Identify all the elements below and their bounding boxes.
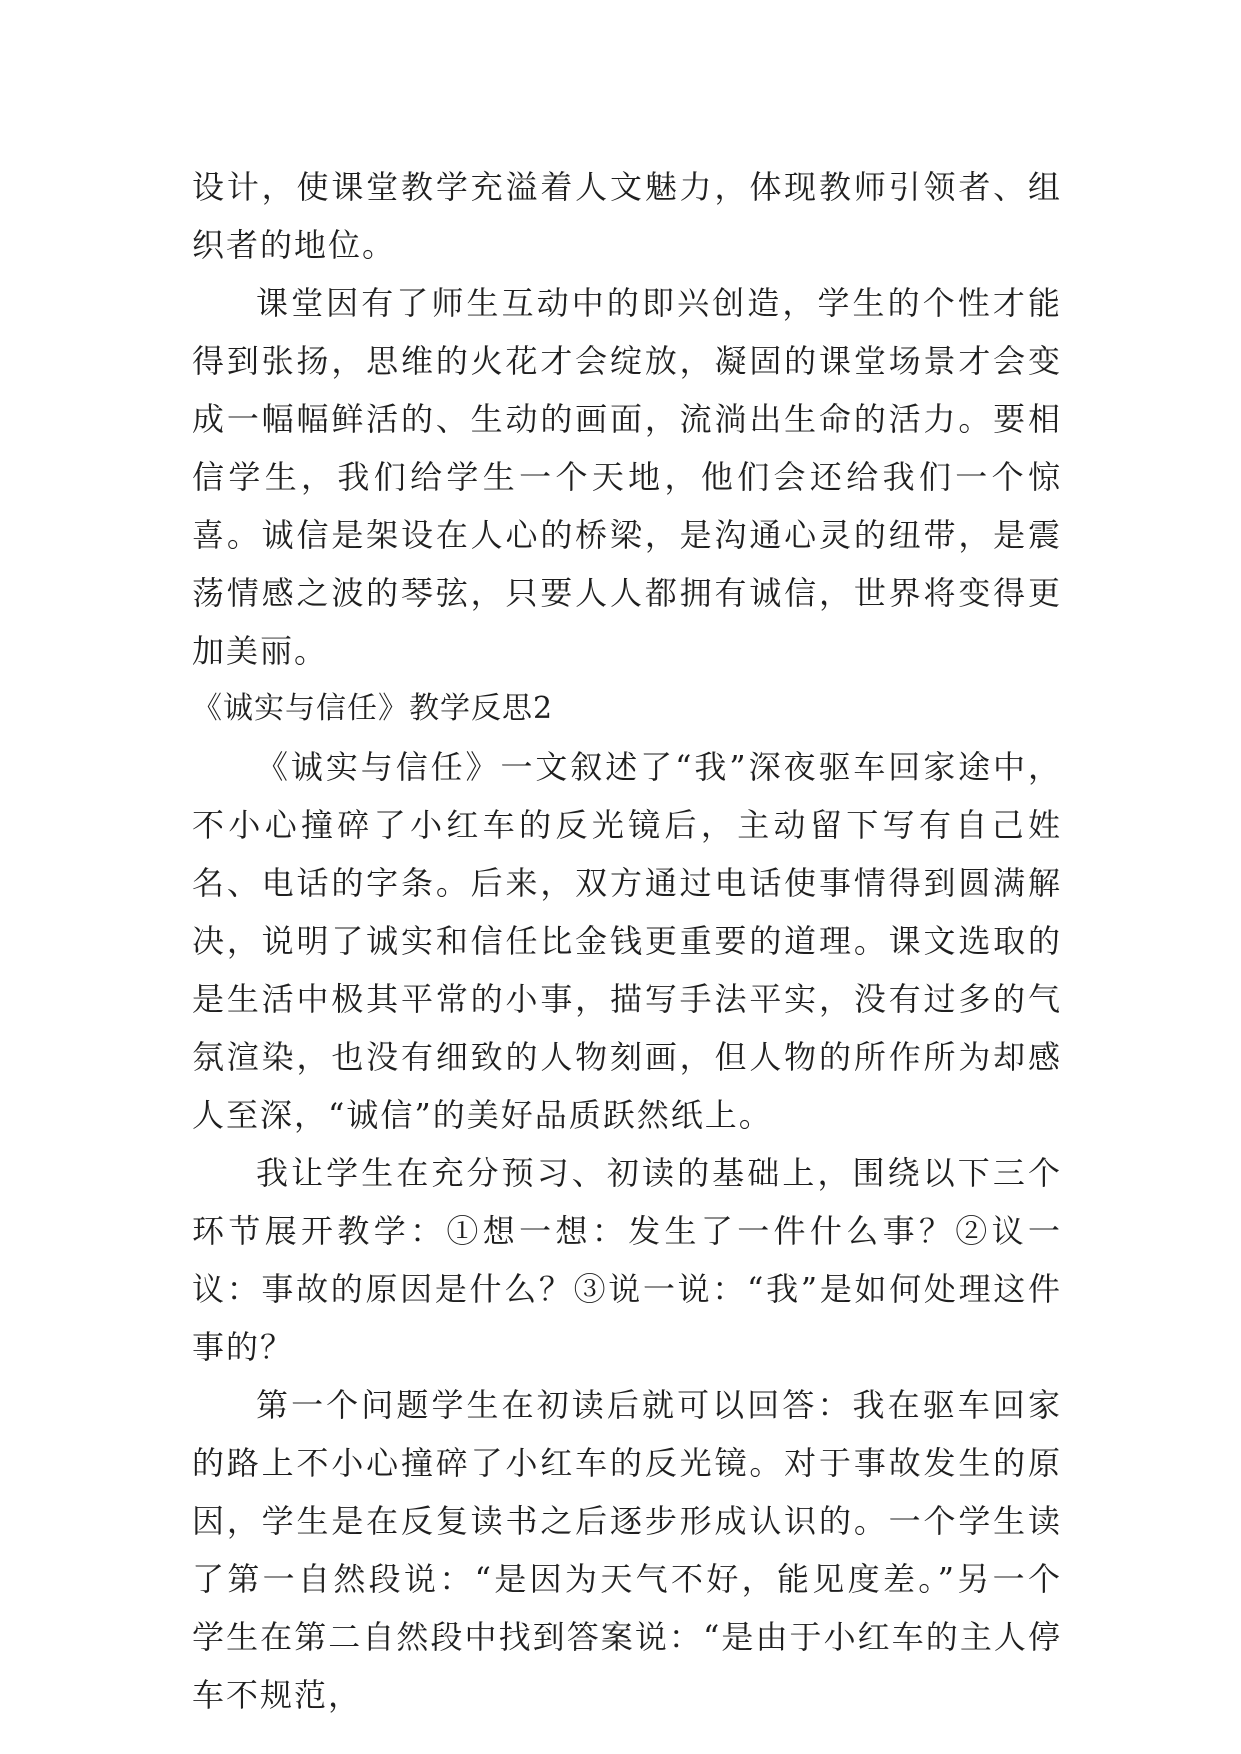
paragraph: 《诚实与信任》一文叙述了“我”深夜驱车回家途中，不小心撞碎了小红车的反光镜后，主动留下写有自己姓名、电话的字条。后来，双方通过电话使事情得到圆满解决，说明了诚实和信任比金钱更重要的道理。课文选取的是生活中极其平常的小事，描写手法平实，没有过多的气氛渲染，也没有细致的人物刻画，但人物的所作所为却感人至深，“诚信”的美好品质跃然纸上。 [192, 748, 1062, 1134]
paragraph-continued: 设计，使课堂教学充溢着人文魅力，体现教师引领者、组织者的地位。 [192, 168, 1062, 264]
document-body [192, 158, 1062, 1724]
section-title: 《诚实与信任》教学反思2 [192, 691, 554, 726]
paragraph: 课堂因有了师生互动中的即兴创造，学生的个性才能得到张扬，思维的火花才会绽放，凝固的课堂场景才会变成一幅幅鲜活的、生动的画面，流淌出生命的活力。要相信学生，我们给学生一个天地，他们会还给我们一个惊喜。诚信是架设在人心的桥梁，是沟通心灵的纽带，是震荡情感之波的琴弦，只要人人都拥有诚信，世界将变得更加美丽。 [192, 284, 1062, 670]
paragraph: 我让学生在充分预习、初读的基础上，围绕以下三个环节展开教学：①想一想：发生了一件什么事？②议一议：事故的原因是什么？③说一说：“我”是如何处理这件事的？ [192, 1154, 1062, 1366]
paragraph: 第一个问题学生在初读后就可以回答：我在驱车回家的路上不小心撞碎了小红车的反光镜。对于事故发生的原因，学生是在反复读书之后逐步形成认识的。一个学生读了第一自然段说：“是因为天气不好，能见度差。”另一个学生在第二自然段中找到答案说：“是由于小红车的主人停车不规范， [192, 1386, 1062, 1714]
